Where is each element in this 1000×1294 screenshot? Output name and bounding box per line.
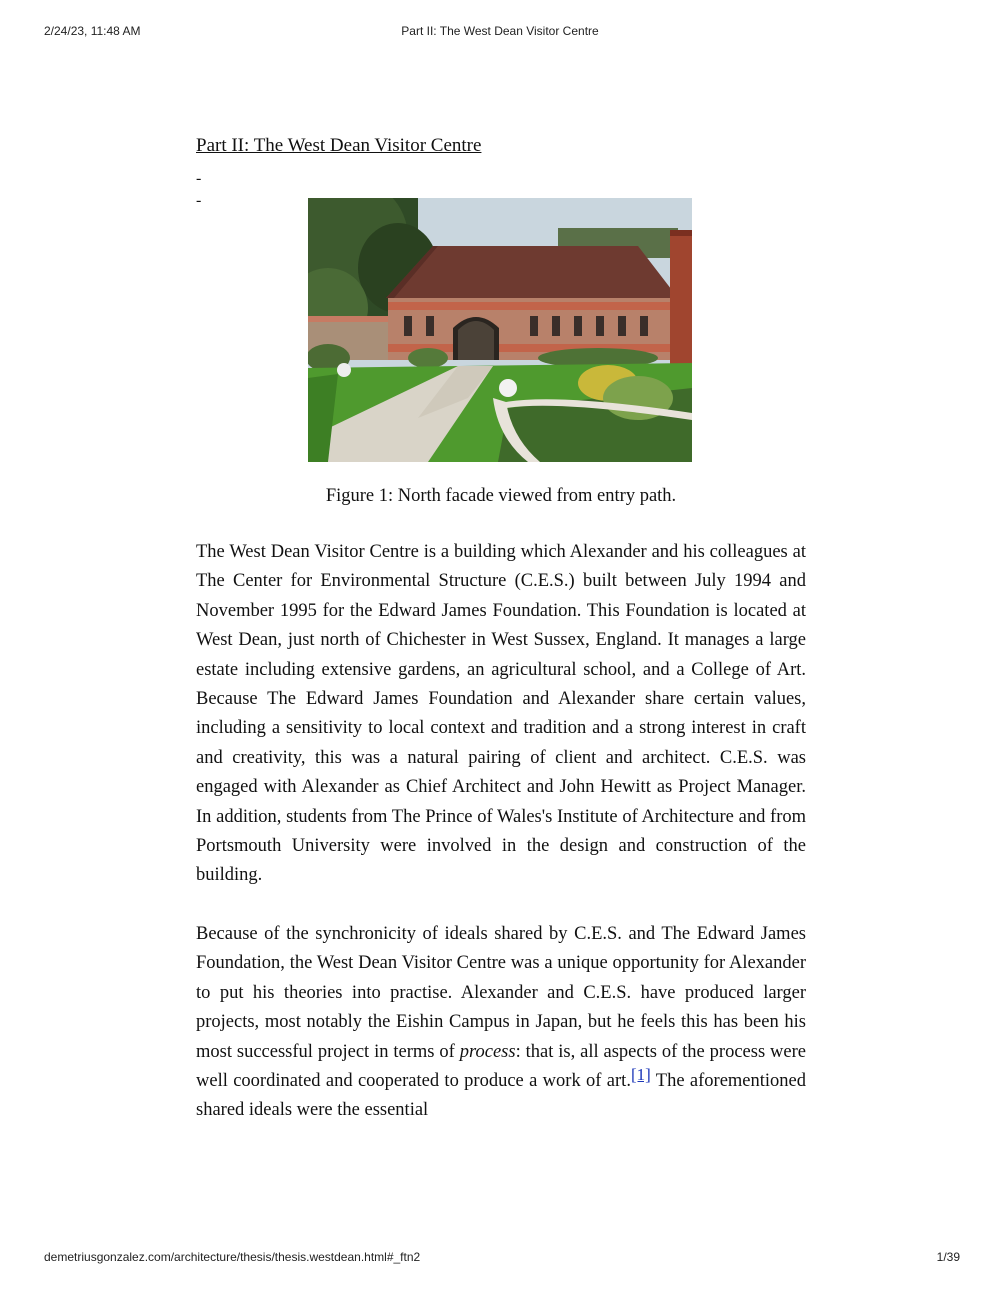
page-heading: Part II: The West Dean Visitor Centre [196, 135, 482, 156]
print-date: 2/24/23, 11:48 AM [44, 24, 141, 38]
emphasis-process: process [459, 1041, 516, 1062]
figure-caption: Figure 1: North facade viewed from entry path. [325, 486, 677, 506]
document-body [196, 134, 806, 1126]
paragraph-intro: The West Dean Visitor Centre is a building which Alexander and his colleagues at The Center for Environmental Structure (C.E.S.) built between July 1994 and November 1995 for the Edward James Foundation. This Foundation is located at West Dean, just north of Chichester in West Sussex, England. It manages a large estate including extensive gardens, an agricultural school, and a College of Art. Because The Edward James Foundation and Alexander share certain values, including a sensitivity to local context and tradition and a strong interest in craft and creativity, this was a natural pairing of client and architect. C.E.S. was engaged with Alexander as Chief Architect and John Hewitt as Project Manager. In addition, students from The Prince of Wales's Institute of Architecture and from Portsmouth University were involved in the design and construction of the building. [196, 542, 806, 886]
paragraph-process [196, 920, 806, 1126]
print-page-title: Part II: The West Dean Visitor Centre [401, 24, 599, 38]
dash-marker: - [196, 170, 202, 187]
paragraph-text: Because of the synchronicity of ideals shared by C.E.S. and The Edward James Foundation, the West Dean Visitor Centre was a unique opportunity for Alexander to put his theories into practise. Alexander and C.E.S. have produced larger projects, most notably the Eishin Campus in Japan, but he feels this has been his most successful project in terms of [196, 923, 806, 1062]
paragraph-text: : that is, all aspects of the process were well coordinated and cooperated to produce a work of art. [196, 1041, 806, 1091]
north-facade-photo [308, 198, 692, 462]
footnote-link[interactable]: [1] [630, 1064, 651, 1084]
print-header [44, 24, 956, 42]
print-url: demetriusgonzalez.com/architecture/thesis/thesis.westdean.html#_ftn2 [44, 1250, 421, 1264]
print-footer [44, 1250, 960, 1268]
dash-marker: - [196, 192, 202, 209]
print-page-number: 1/39 [936, 1250, 960, 1264]
paragraph-text: The aforementioned shared ideals were the essential [196, 1070, 806, 1121]
